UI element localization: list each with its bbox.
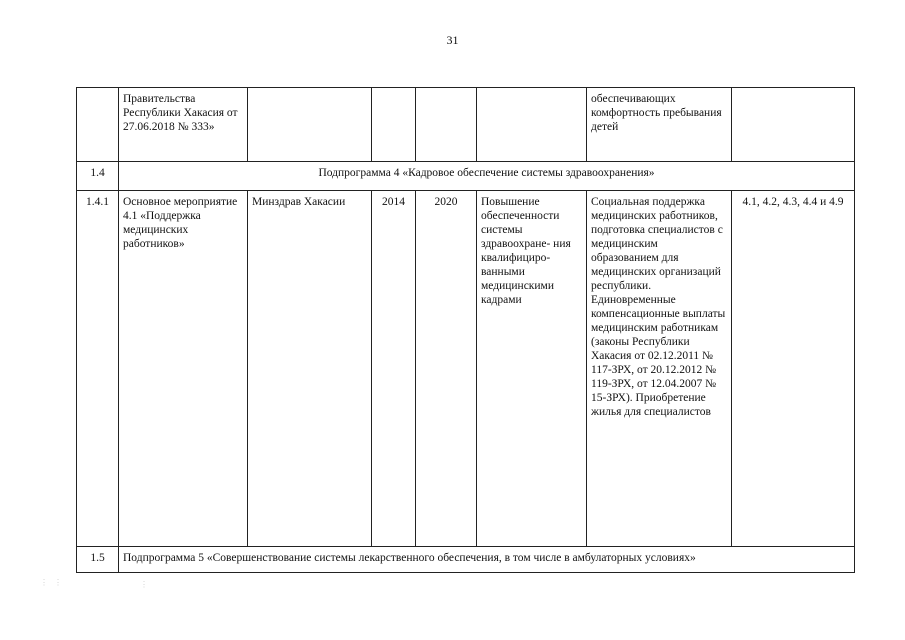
- table-row-item-1-4-1: [77, 191, 855, 547]
- cell-name: Правительства Республики Хакасия от 27.06.2018 № 333»: [119, 88, 248, 162]
- program-table: [76, 87, 855, 573]
- cell-num: [77, 88, 119, 162]
- section-number: 1.4: [77, 162, 119, 191]
- table-row-continuation: [77, 88, 855, 162]
- cell-end: [416, 88, 477, 162]
- page-number: 31: [446, 33, 459, 47]
- section-number: 1.5: [77, 547, 119, 573]
- item-end-year: 2020: [416, 191, 477, 547]
- cell-expected: [477, 88, 587, 162]
- cell-indicators: [732, 88, 855, 162]
- item-name: Основное мероприятие 4.1 «Поддержка медицинских работников»: [119, 191, 248, 547]
- scan-noise: ⋮ ⋮: [40, 578, 64, 587]
- item-start-year: 2014: [372, 191, 416, 547]
- cell-directions: обеспечивающих комфортность пребывания детей: [587, 88, 732, 162]
- section-title: Подпрограмма 5 «Совершенствование системы лекарственного обеспечения, в том числе в амбулаторных условиях»: [119, 547, 855, 573]
- section-title: Подпрограмма 4 «Кадровое обеспечение системы здравоохранения»: [119, 162, 855, 191]
- cell-executor: [248, 88, 372, 162]
- item-main-directions: Социальная поддержка медицинских работников, подготовка специалистов с медицинским образованием для медицинских организаций республики. Единовременные компенсационные выплаты медицинским работникам (законы Республики Хакасия от 02.12.2011 № 117-ЗРХ, от 20.12.2012 № 119-ЗРХ, от 12.04.2007 № 15-ЗРХ). Приобретение жилья для специалистов: [587, 191, 732, 547]
- cell-start: [372, 88, 416, 162]
- item-expected-result: Повышение обеспеченности системы здравоохране- ния квалифициро- ванными медицинскими кадрами: [477, 191, 587, 547]
- item-number: 1.4.1: [77, 191, 119, 547]
- item-executor: Минздрав Хакасии: [248, 191, 372, 547]
- item-indicators: 4.1, 4.2, 4.3, 4.4 и 4.9: [732, 191, 855, 547]
- scan-noise: ⋮: [140, 580, 150, 589]
- table-row-section-1-5: [77, 547, 855, 573]
- table-row-section-1-4: [77, 162, 855, 191]
